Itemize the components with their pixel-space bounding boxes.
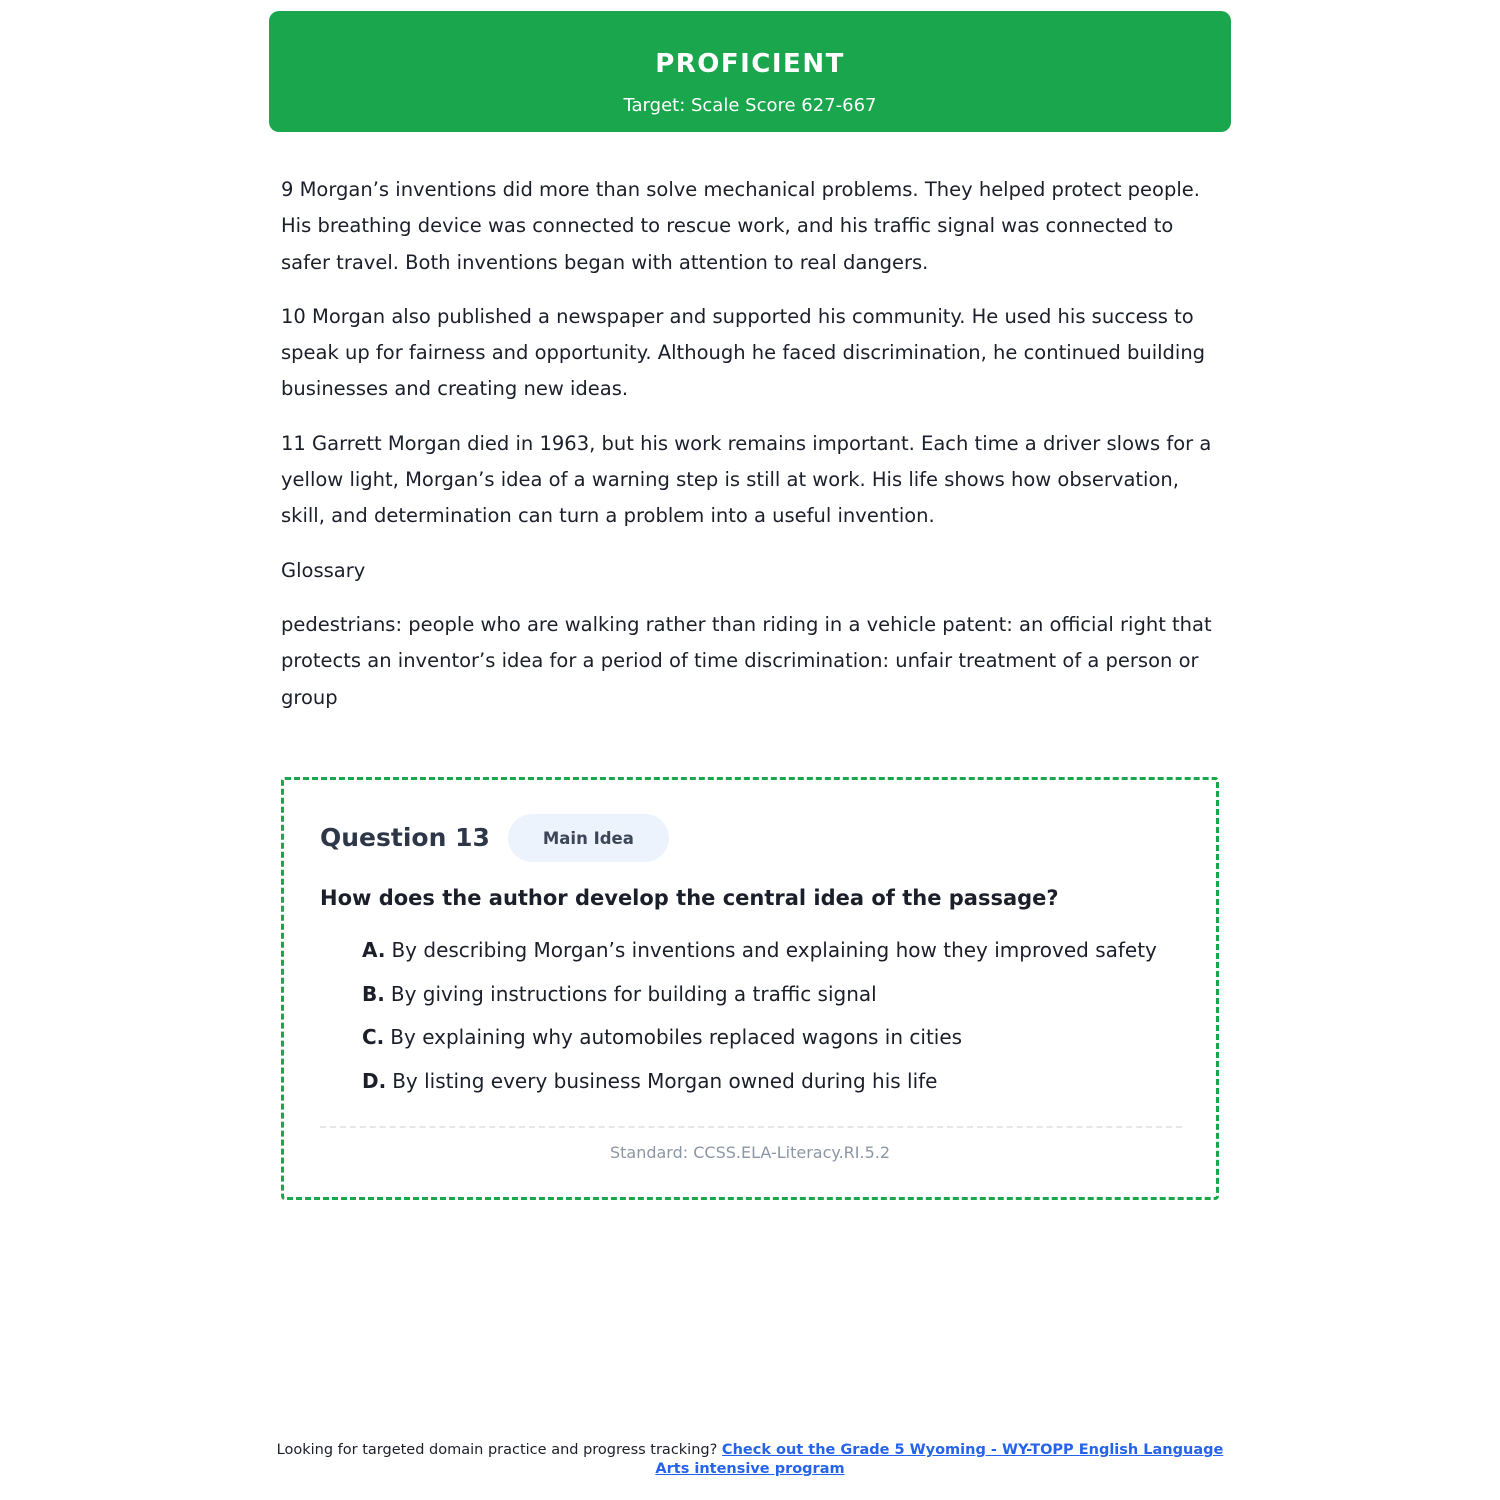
answer-option-a[interactable] [362,935,1212,979]
answer-option-d[interactable] [362,1066,1212,1110]
question-prompt: How does the author develop the central idea of the passage? [320,886,1059,910]
question-divider [320,1126,1182,1128]
passage-paragraph-10: 10 Morgan also published a newspaper and supported his community. He used his success to speak up for fairness and opportunity. Although he faced discrimination, he continued building businesses and creating new ideas. [281,304,1206,401]
program-link[interactable]: Check out the Grade 5 Wyoming - WY-TOPP English Language Arts intensive program [655,1442,1224,1477]
answer-option-c[interactable] [362,1022,1212,1066]
option-letter: C. [362,1025,385,1050]
level-target: Target: Scale Score 627-667 [623,95,877,116]
standard-label: Standard: CCSS.ELA-Literacy.RI.5.2 [609,1143,891,1162]
proficiency-banner [269,11,1231,132]
option-text: By giving instructions for building a traffic signal [390,981,877,1006]
level-title: PROFICIENT [655,49,845,79]
question-header [320,813,669,863]
question-number: Question 13 [320,823,490,852]
option-letter: A. [362,938,386,962]
passage-paragraph-9: 9 Morgan’s inventions did more than solve mechanical problems. They helped protect people. His breathing device was connected to rescue work, and his traffic signal was connected to safer travel. Both inventions began with attention to real dangers. [281,178,1200,274]
option-text: By explaining why automobiles replaced wagons in cities [390,1025,963,1050]
option-text: By listing every business Morgan owned during his life [392,1069,938,1094]
footer-text: Looking for targeted domain practice and progress tracking? [276,1442,718,1458]
question-card [281,777,1219,1200]
option-letter: B. [362,981,385,1006]
skill-badge: Main Idea [508,814,669,862]
answer-options [362,935,1212,1110]
option-letter: D. [362,1069,387,1094]
glossary-entries: pedestrians: people who are walking rather than riding in a vehicle patent: an official right that protects an inventor’s idea for a period of time discrimination: unfair treatment of a person or group [281,612,1212,709]
answer-option-b[interactable] [362,979,1212,1023]
footer-promo [260,1441,1240,1479]
glossary-heading: Glossary [281,558,366,582]
option-text: By describing Morgan’s inventions and explaining how they improved safety [391,938,1157,962]
passage-paragraph-11: 11 Garrett Morgan died in 1963, but his work remains important. Each time a driver slows for a yellow light, Morgan’s idea of a warning step is still at work. His life shows how observation, skill, and determination can turn a problem into a useful invention. [281,431,1212,528]
reading-passage [281,172,1226,734]
